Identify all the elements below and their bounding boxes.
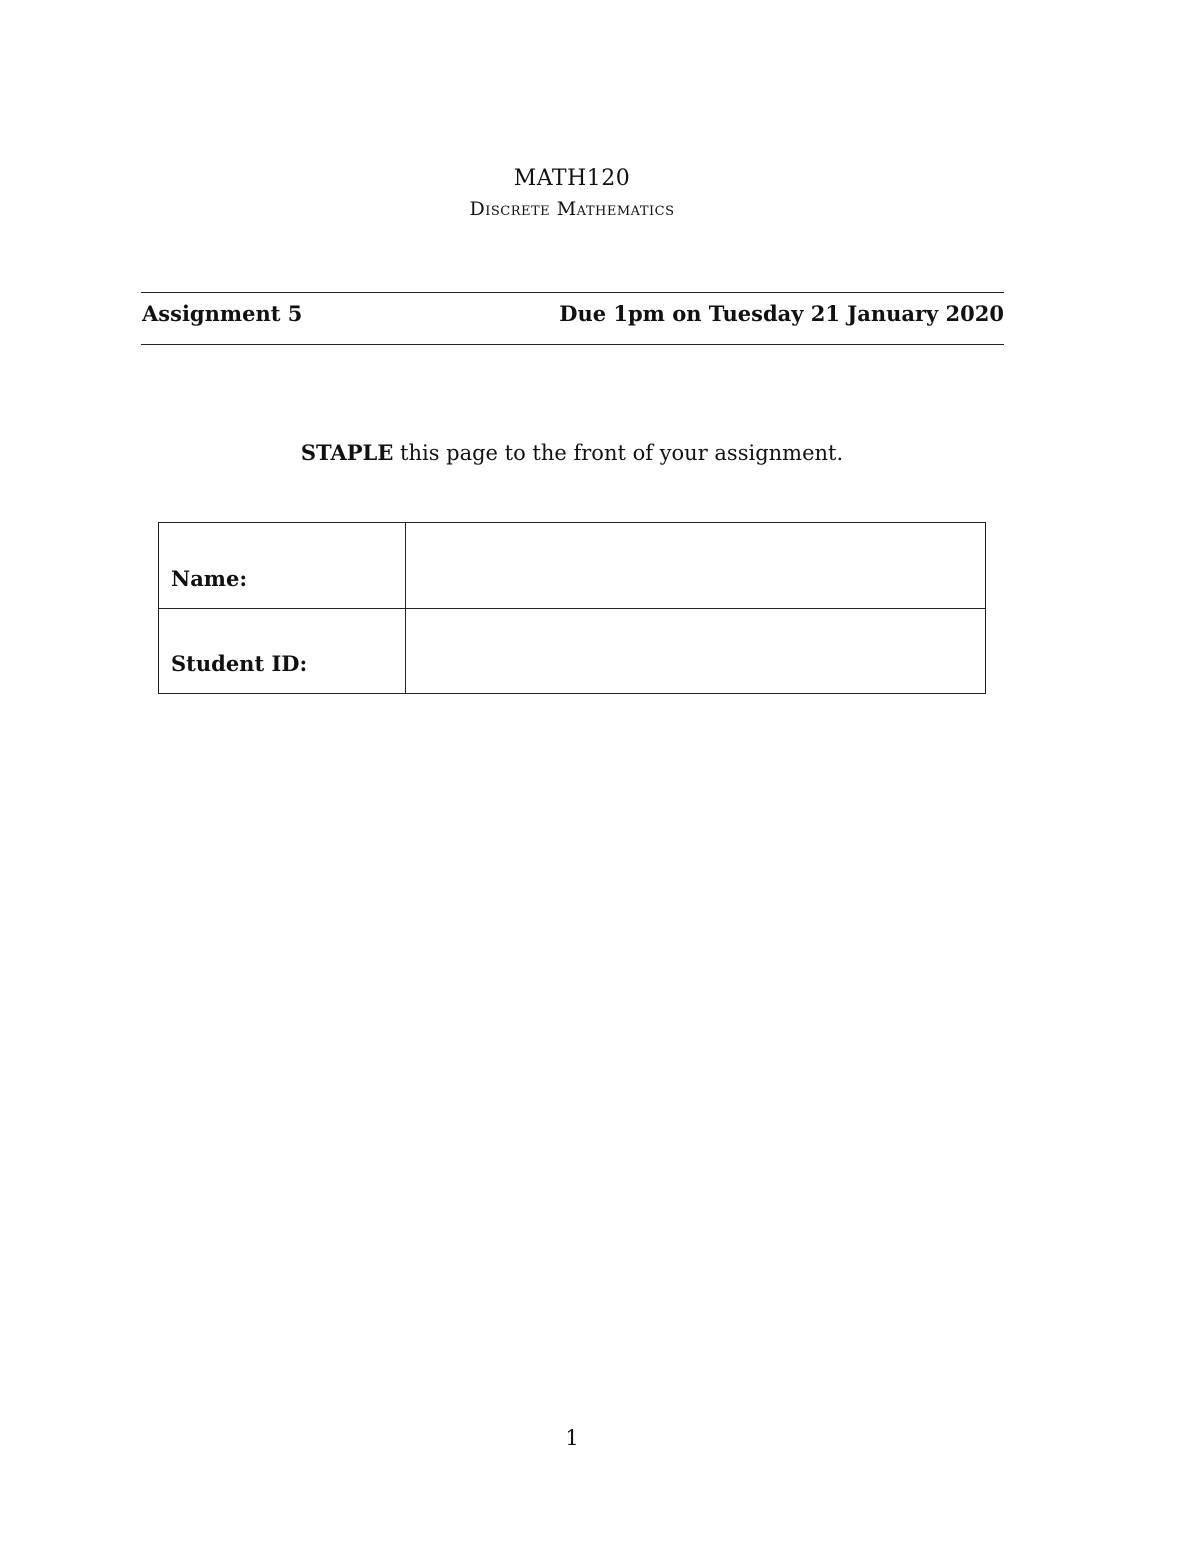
staple-emphasis: STAPLE — [300, 440, 394, 465]
course-code: MATH120 — [513, 166, 631, 191]
table-row-student-id — [159, 609, 986, 694]
top-rule — [141, 292, 1004, 293]
assignment-number: Assignment 5 — [142, 301, 303, 326]
student-id-label: Student ID: — [159, 609, 406, 694]
staple-text: this page to the front of your assignment. — [393, 441, 844, 465]
name-field[interactable] — [406, 523, 986, 609]
bottom-rule — [141, 344, 1004, 345]
student-id-table — [158, 522, 986, 694]
student-id-field[interactable] — [406, 609, 986, 694]
name-label: Name: — [159, 523, 406, 609]
page-number: 1 — [565, 1426, 579, 1450]
course-title: Discrete Mathematics — [469, 198, 675, 220]
staple-instruction — [0, 440, 1144, 465]
due-date: Due 1pm on Tuesday 21 January 2020 — [559, 301, 1004, 326]
table-row-name — [159, 523, 986, 609]
